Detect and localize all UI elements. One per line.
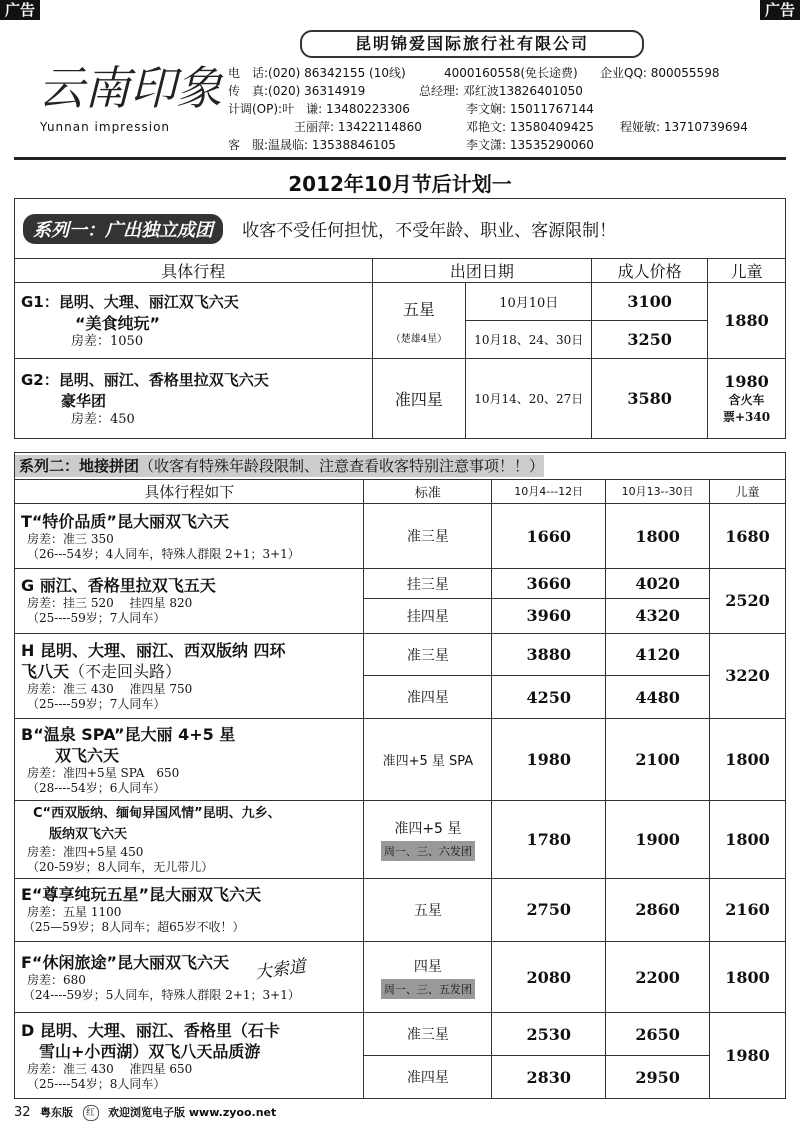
h-standard-1: 准三星 (364, 633, 492, 676)
header-itinerary: 具体行程 (15, 259, 373, 283)
g2-child-price: 1980 含火车 票+340 (708, 359, 786, 439)
series-one-slogan: 收客不受任何担忧，不受年龄、职业、客源限制！ (242, 220, 617, 241)
h-price-b2: 4480 (606, 676, 710, 719)
b-price-b: 2100 (606, 719, 710, 801)
c-price-a: 1780 (492, 800, 606, 878)
g2-price: 3580 (592, 359, 708, 439)
h-price-b1: 4120 (606, 633, 710, 676)
header-period-1: 10月4---12日 (492, 479, 606, 503)
footer-website: 欢迎浏览电子版 www.zyoo.net (108, 1106, 277, 1119)
g1-date-1: 10月10日 (466, 283, 592, 321)
g-standard-2: 挂四星 (364, 598, 492, 633)
g-price-a1: 3660 (492, 569, 606, 599)
c-departure-tag: 周一、三、六发团 (381, 841, 475, 861)
t-child: 1680 (710, 504, 786, 569)
header-adult-price: 成人价格 (592, 259, 708, 283)
t-price-a: 1660 (492, 504, 606, 569)
g1-standard: 五星 （楚雄4星） (372, 283, 466, 359)
header-child: 儿童 (708, 259, 786, 283)
h-price-a2: 4250 (492, 676, 606, 719)
d-price-a2: 2830 (492, 1056, 606, 1099)
route-g1: G1：昆明、大理、丽江双飞六天 “美食纯玩” 房差：1050 (15, 283, 373, 359)
logo-calligraphy (38, 56, 222, 116)
route-c: C“西双版纳、缅甸异国风情”昆明、九乡、 版纳双飞六天 房差：准四+5星 450 （20-59岁；8人同车，无儿带儿） (15, 800, 364, 878)
ad-label-left: 广告 (0, 0, 40, 20)
route-t: T“特价品质”昆大丽双飞六天 房差：准三 350 （26---54岁；4人同车，特殊人群限 2+1；3+1） (15, 504, 364, 569)
header-itinerary-2: 具体行程如下 (15, 479, 364, 503)
d-child: 1980 (710, 1013, 786, 1099)
h-price-a1: 3880 (492, 633, 606, 676)
route-g: G 丽江、香格里拉双飞五天 房差：挂三 520 挂四星 820 （25----59岁；7人同车） (15, 569, 364, 633)
e-price-a: 2750 (492, 878, 606, 941)
route-b: B“温泉 SPA”昆大丽 4+5 星 双飞六天 房差：准四+5星 SPA 650 （28----54岁；6人同车） (15, 719, 364, 801)
t-standard: 准三星 (364, 504, 492, 569)
edition-label: 粤东版 (40, 1106, 74, 1119)
series-one-banner-row (15, 199, 786, 259)
e-price-b: 2860 (606, 878, 710, 941)
red-logo-icon: 红 (83, 1105, 99, 1121)
f-departure-tag: 周一、三、五发团 (381, 979, 475, 999)
g-standard-1: 挂三星 (364, 569, 492, 599)
logo (38, 56, 222, 140)
series-two-title: 系列二：地接拼团（收客有特殊年龄段限制、注意查看收客特别注意事项！！） (15, 455, 544, 477)
header-standard: 标准 (364, 479, 492, 503)
d-standard-1: 准三星 (364, 1013, 492, 1056)
route-e: E“尊享纯玩五星”昆大丽双飞六天 房差：五星 1100 （25—59岁；8人同车；超65岁不收！） (15, 878, 364, 941)
header-period-2: 10月13--30日 (606, 479, 710, 503)
f-standard: 四星 周一、三、五发团 (364, 941, 492, 1012)
route-g2: G2：昆明、丽江、香格里拉双飞六天 豪华团 房差：450 (15, 359, 373, 439)
e-child: 2160 (710, 878, 786, 941)
header-date: 出团日期 (372, 259, 592, 283)
series-one-banner: 系列一：广出独立成团 (23, 214, 223, 244)
g1-price-2: 3250 (592, 321, 708, 359)
g2-date: 10月14、20、27日 (466, 359, 592, 439)
g1-child-price: 1880 (708, 283, 786, 359)
b-standard: 准四+5 星 SPA (364, 719, 492, 801)
route-h: H 昆明、大理、丽江、西双版纳 四环 飞八天（不走回头路） 房差：准三 430 准四星 750 （25----59岁；7人同车） (15, 633, 364, 719)
route-d: D 昆明、大理、丽江、香格里（石卡 雪山+小西湖）双飞八天品质游 房差：准三 430 准四星 650 （25----54岁；8人同车） (15, 1013, 364, 1099)
b-price-a: 1980 (492, 719, 606, 801)
page-title: 2012年10月节后计划一 (288, 172, 512, 196)
c-price-b: 1900 (606, 800, 710, 878)
b-child: 1800 (710, 719, 786, 801)
header-child-2: 儿童 (710, 479, 786, 503)
g-price-b2: 4320 (606, 598, 710, 633)
route-f: F“休闲旅途”昆大丽双飞六天 房差：680 大索道 （24----59岁；5人同车，特殊人群限 2+1；3+1） (15, 941, 364, 1012)
g1-date-2: 10月18、24、30日 (466, 321, 592, 359)
series-two-table (14, 452, 786, 1099)
c-child: 1800 (710, 800, 786, 878)
g-child: 2520 (710, 569, 786, 633)
d-price-a1: 2530 (492, 1013, 606, 1056)
header-divider (14, 157, 786, 160)
c-standard: 准四+5 星 周一、三、六发团 (364, 800, 492, 878)
page-footer (14, 1104, 282, 1121)
logo-english: Yunnan impression (40, 120, 171, 134)
h-child: 3220 (710, 633, 786, 719)
series-one-table (14, 198, 786, 439)
agency-name: 昆明锦爱国际旅行社有限公司 (300, 30, 644, 58)
e-standard: 五星 (364, 878, 492, 941)
f-stamp: 大索道 (253, 956, 308, 983)
t-price-b: 1800 (606, 504, 710, 569)
d-price-b1: 2650 (606, 1013, 710, 1056)
ad-label-right: 广告 (760, 0, 800, 20)
svg-text:云南印象: 云南印象 (38, 61, 222, 115)
f-price-b: 2200 (606, 941, 710, 1012)
g-price-b1: 4020 (606, 569, 710, 599)
series-two-title-row (15, 453, 786, 480)
g1-price-1: 3100 (592, 283, 708, 321)
g2-standard: 准四星 (372, 359, 466, 439)
page-number: 32 (14, 1105, 31, 1120)
g-price-a2: 3960 (492, 598, 606, 633)
d-standard-2: 准四星 (364, 1056, 492, 1099)
f-price-a: 2080 (492, 941, 606, 1012)
h-standard-2: 准四星 (364, 676, 492, 719)
d-price-b2: 2950 (606, 1056, 710, 1099)
f-child: 1800 (710, 941, 786, 1012)
